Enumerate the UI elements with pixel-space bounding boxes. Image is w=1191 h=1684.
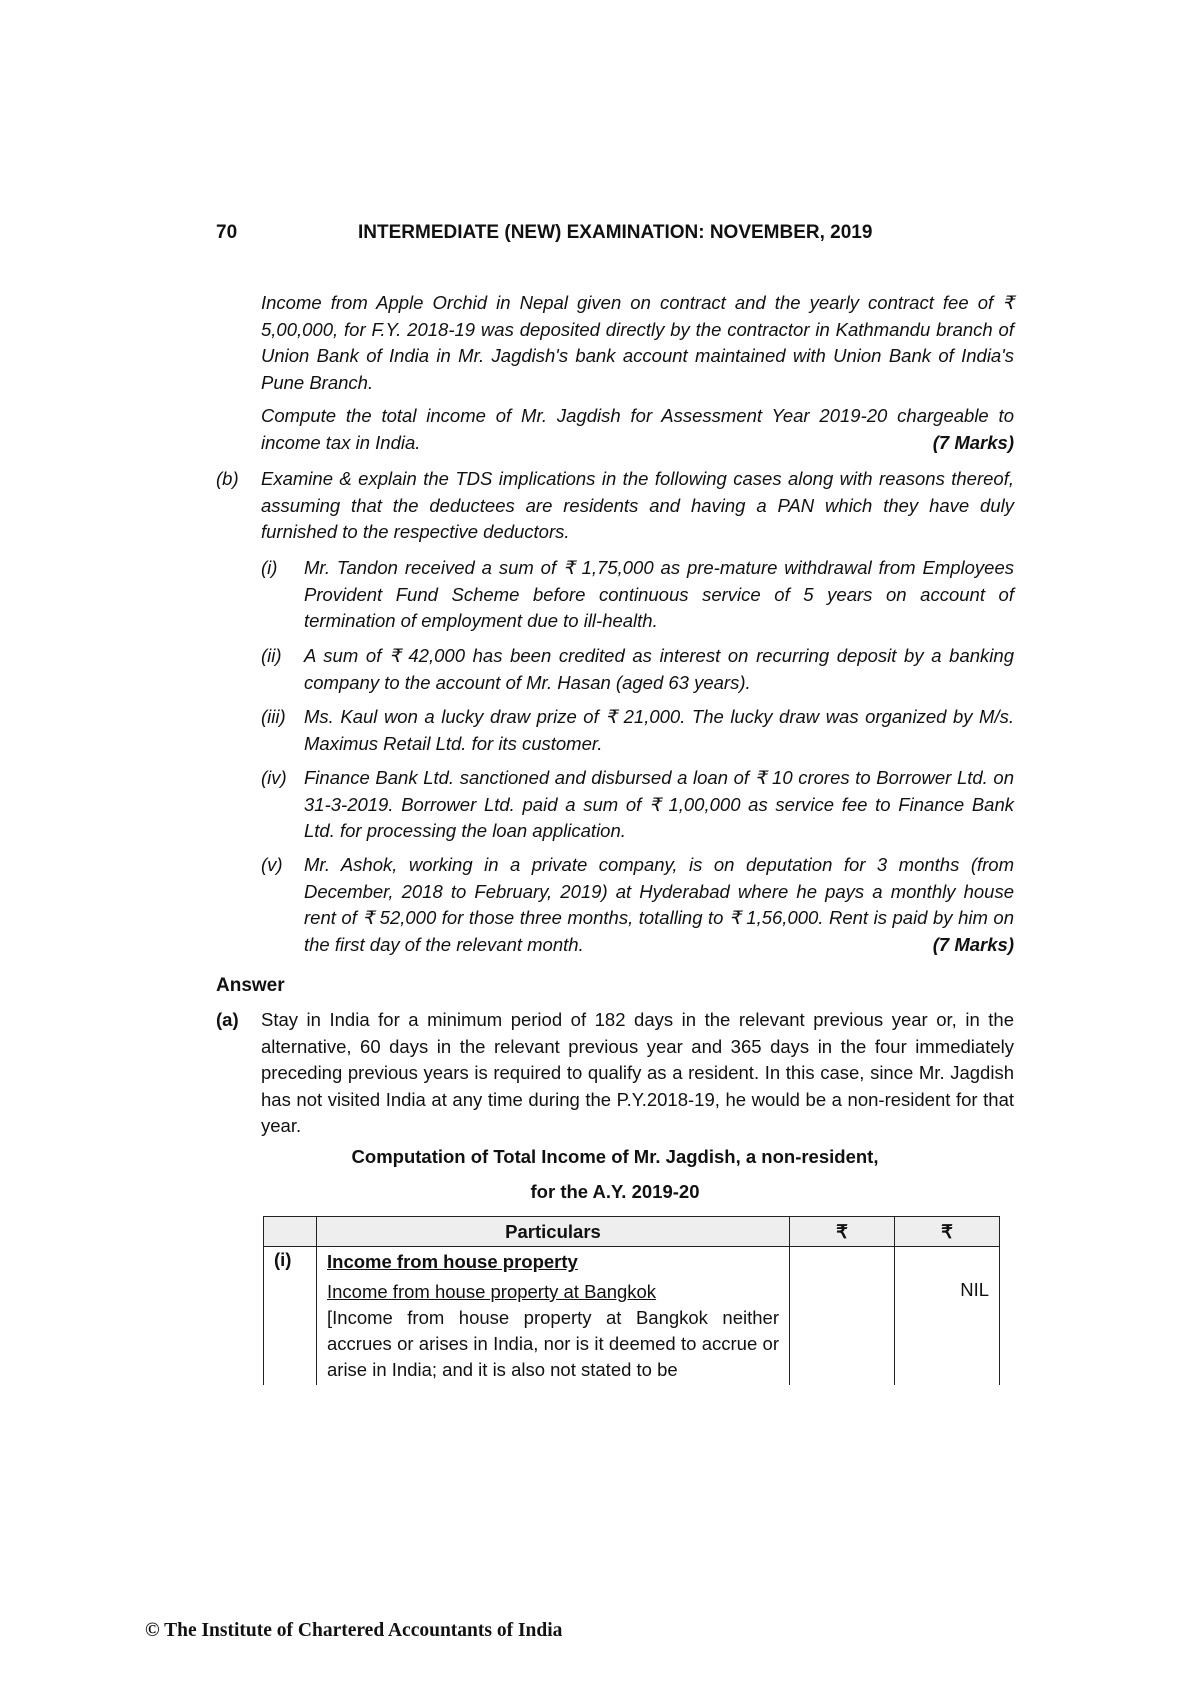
item-v-body: Mr. Ashok, working in a private company, is on deputation for 3 months (from December, 2018 to February, 2019) at Hyderabad where he pays a monthly house rent of ₹ 52,000 for those three months, totalling to ₹ 1,56,000. Rent is paid by him on the first day of the relevant month.	[304, 854, 1014, 955]
footer-copyright: © The Institute of Chartered Accountants of India	[145, 1620, 563, 1641]
item-iii-text: Ms. Kaul won a lucky draw prize of ₹ 21,000. The lucky draw was organized by M/s. Maximus Retail Ltd. for its customer.	[304, 706, 1014, 754]
exam-title: INTERMEDIATE (NEW) EXAMINATION: NOVEMBER, 2019	[358, 222, 873, 243]
row-heading: Income from house property	[327, 1251, 578, 1272]
table-title-line2: for the A.Y. 2019-20	[530, 1181, 700, 1202]
question-a-marks: (7 Marks)	[932, 431, 1014, 453]
table-row	[264, 1247, 1000, 1386]
row-amount-2: NIL	[895, 1247, 1000, 1386]
item-i-text: Mr. Tandon received a sum of ₹ 1,75,000 as pre-mature withdrawal from Employees Provident Fund Scheme before continuous service of 5 years on account of termination of employment due to ill-health.	[304, 557, 1014, 631]
answer-heading: Answer	[216, 975, 285, 996]
computation-table	[263, 1216, 1000, 1385]
question-b-marks: (7 Marks)	[932, 933, 1014, 955]
question-a-para2	[261, 403, 1014, 456]
row-sno: (i)	[264, 1247, 317, 1386]
item-ii-label: (ii)	[261, 645, 282, 666]
header-particulars: Particulars	[317, 1217, 790, 1247]
question-a-para2-text: Compute the total income of Mr. Jagdish for Assessment Year 2019-20 chargeable to income tax in India.	[261, 405, 1014, 453]
header-sno	[264, 1217, 317, 1247]
item-v-label: (v)	[261, 854, 283, 875]
question-b-label: (b)	[216, 468, 239, 489]
answer-a-text: Stay in India for a minimum period of 182 days in the relevant previous year or, in the alternative, 60 days in the relevant previous year and 365 days in the four immediately preceding previous years is required to qualify as a resident. In this case, since Mr. Jagdish has not visited India at any time during the P.Y.2018-19, he would be a non-resident for that year.	[261, 1009, 1014, 1136]
page-number: 70	[216, 222, 238, 243]
row-amount-1	[790, 1247, 895, 1386]
item-v-text	[304, 852, 1014, 958]
row-particulars	[317, 1247, 790, 1386]
row-subheading: Income from house property at Bangkok	[327, 1281, 657, 1302]
table-title-line1: Computation of Total Income of Mr. Jagdish, a non-resident,	[351, 1146, 879, 1167]
question-a-para1: Income from Apple Orchid in Nepal given on contract and the yearly contract fee of ₹ 5,00,000, for F.Y. 2018-19 was deposited directly by the contractor in Kathmandu branch of Union Bank of India in Mr. Jagdish's bank account maintained with Union Bank of India's Pune Branch.	[261, 292, 1014, 393]
header-rupee-2: ₹	[895, 1217, 1000, 1247]
item-i-label: (i)	[261, 557, 278, 578]
item-ii-text: A sum of ₹ 42,000 has been credited as interest on recurring deposit by a banking company to the account of Mr. Hasan (aged 63 years).	[304, 645, 1014, 693]
item-iii-label: (iii)	[261, 706, 286, 727]
question-b-intro: Examine & explain the TDS implications in the following cases along with reasons thereof, assuming that the deductees are residents and having a PAN which they have duly furnished to the respective deductors.	[261, 468, 1014, 542]
answer-a-label: (a)	[216, 1009, 239, 1030]
header-rupee-1: ₹	[790, 1217, 895, 1247]
table-header-row	[264, 1217, 1000, 1247]
item-iv-label: (iv)	[261, 767, 287, 788]
item-iv-text: Finance Bank Ltd. sanctioned and disbursed a loan of ₹ 10 crores to Borrower Ltd. on 31-3-2019. Borrower Ltd. paid a sum of ₹ 1,00,000 as service fee to Finance Bank Ltd. for processing the loan application.	[304, 767, 1014, 841]
row-note: [Income from house property at Bangkok neither accrues or arises in India, nor is it deemed to accrue or arise in India; and it is also not stated to be	[327, 1307, 779, 1380]
